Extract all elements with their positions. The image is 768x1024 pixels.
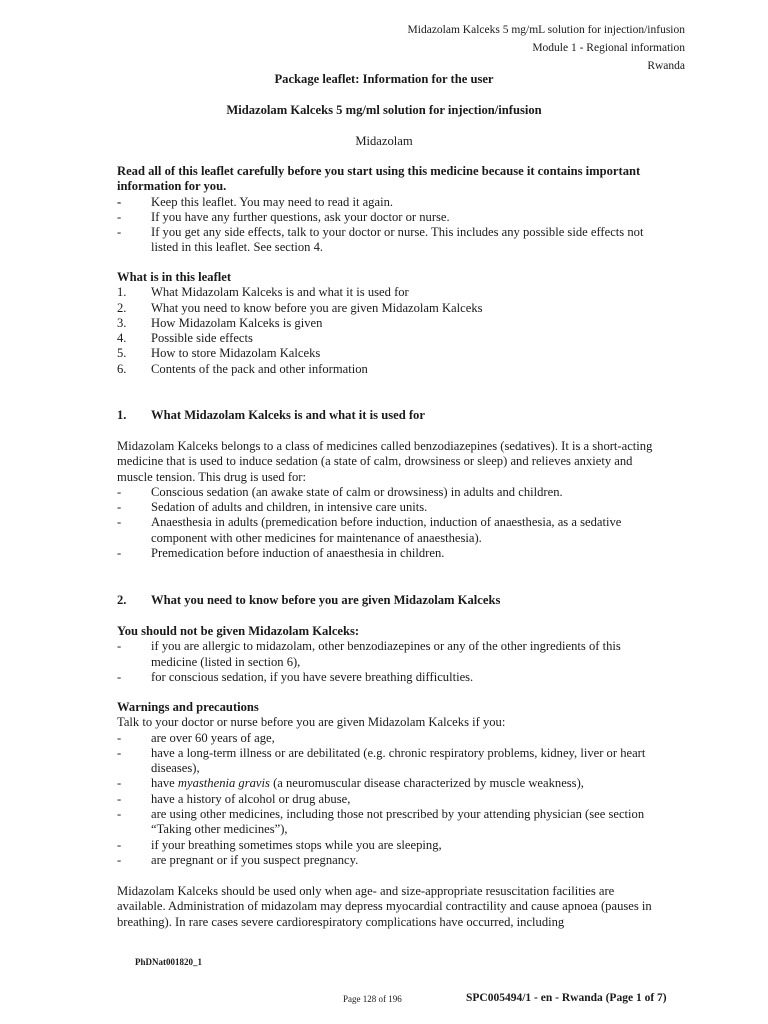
toc-item: 6. Contents of the pack and other information bbox=[117, 361, 368, 376]
toc-item: 5. How to store Midazolam Kalceks bbox=[117, 346, 321, 361]
list-item: - Anaesthesia in adults (premedication before induction, induction of anaesthesia, as a sedative component with other medicines for maintenance of anaesthesia). bbox=[117, 515, 622, 545]
warnings-intro: Talk to your doctor or nurse before you are given Midazolam Kalceks if you: bbox=[117, 715, 506, 730]
header-country: Rwanda bbox=[647, 60, 685, 72]
list-item: - have myasthenia gravis (a neuromuscular disease characterized by muscle weakness), bbox=[117, 776, 584, 791]
list-item: - have a history of alcohol or drug abuse, bbox=[117, 791, 351, 806]
list-item: - Premedication before induction of anaesthesia in children. bbox=[117, 546, 445, 561]
toc-item: 4. Possible side effects bbox=[117, 331, 253, 346]
section2-heading: 2. What you need to know before you are given Midazolam Kalceks bbox=[117, 593, 501, 607]
resuscitation-paragraph: Midazolam Kalceks should be used only when age- and size-appropriate resuscitation facilities are available. Administration of midazolam may depress myocardial contractility and cause apnoea (pauses in breathing). In rare cases severe cardiorespiratory complications have occurred, including bbox=[117, 884, 652, 929]
spc-reference: SPC005494/1 - en - Rwanda (Page 1 of 7) bbox=[466, 992, 667, 1004]
leaflet-title: Package leaflet: Information for the user bbox=[274, 72, 494, 86]
document-code: PhDNat001820_1 bbox=[135, 957, 202, 967]
list-item: - if you are allergic to midazolam, other benzodiazepines or any of the other ingredients of this medicine (listed in section 6), bbox=[117, 639, 621, 669]
list-item: - for conscious sedation, if you have severe breathing difficulties. bbox=[117, 669, 474, 684]
list-item: - are using other medicines, including those not prescribed by your attending physician (see section “Taking other medicines”), bbox=[117, 807, 645, 837]
intro-heading: Read all of this leaflet carefully before you start using this medicine because it contains important information for you. bbox=[117, 164, 641, 194]
warnings-block bbox=[117, 700, 657, 868]
toc-item: 1. What Midazolam Kalceks is and what it is used for bbox=[117, 285, 409, 300]
list-item: - If you get any side effects, talk to your doctor or nurse. This includes any possible side effects not listed in this leaflet. See section 4. bbox=[117, 225, 644, 255]
list-item: - Keep this leaflet. You may need to read it again. bbox=[117, 194, 394, 209]
section1-paragraph: Midazolam Kalceks belongs to a class of medicines called benzodiazepines (sedatives). It is a short-acting medicine that is used to induce sedation (a state of calm, drowsiness or sleep) and relieves anxiety and muscle tension. This drug is used for: bbox=[117, 439, 653, 484]
list-item: - Conscious sedation (an awake state of calm or drowsiness) in adults and children. bbox=[117, 484, 563, 499]
header-module: Module 1 - Regional information bbox=[532, 42, 685, 54]
intro-block bbox=[117, 164, 657, 256]
toc-heading: What is in this leaflet bbox=[117, 270, 232, 284]
list-item: - have a long-term illness or are debilitated (e.g. chronic respiratory problems, kidney, liver or heart diseases), bbox=[117, 745, 646, 776]
warnings-heading: Warnings and precautions bbox=[117, 700, 259, 714]
toc-item: 2. What you need to know before you are given Midazolam Kalceks bbox=[117, 300, 483, 315]
list-item: - are pregnant or if you suspect pregnancy. bbox=[117, 852, 359, 867]
toc-block bbox=[117, 270, 657, 377]
product-name: Midazolam Kalceks 5 mg/ml solution for injection/infusion bbox=[226, 103, 542, 117]
toc-item: 3. How Midazolam Kalceks is given bbox=[117, 315, 323, 330]
contraindications-block bbox=[117, 624, 657, 685]
active-substance: Midazolam bbox=[355, 134, 413, 148]
list-item: - Sedation of adults and children, in intensive care units. bbox=[117, 500, 428, 515]
list-item: - if your breathing sometimes stops while you are sleeping, bbox=[117, 837, 442, 852]
list-item: - If you have any further questions, ask your doctor or nurse. bbox=[117, 209, 450, 224]
page-number: Page 128 of 196 bbox=[343, 994, 402, 1004]
section1-heading: 1. What Midazolam Kalceks is and what it is used for bbox=[117, 408, 425, 422]
header-product: Midazolam Kalceks 5 mg/mL solution for injection/infusion bbox=[407, 24, 685, 36]
contraindications-heading: You should not be given Midazolam Kalceks: bbox=[117, 624, 360, 638]
section1-body bbox=[117, 439, 657, 561]
list-item: - are over 60 years of age, bbox=[117, 730, 275, 745]
